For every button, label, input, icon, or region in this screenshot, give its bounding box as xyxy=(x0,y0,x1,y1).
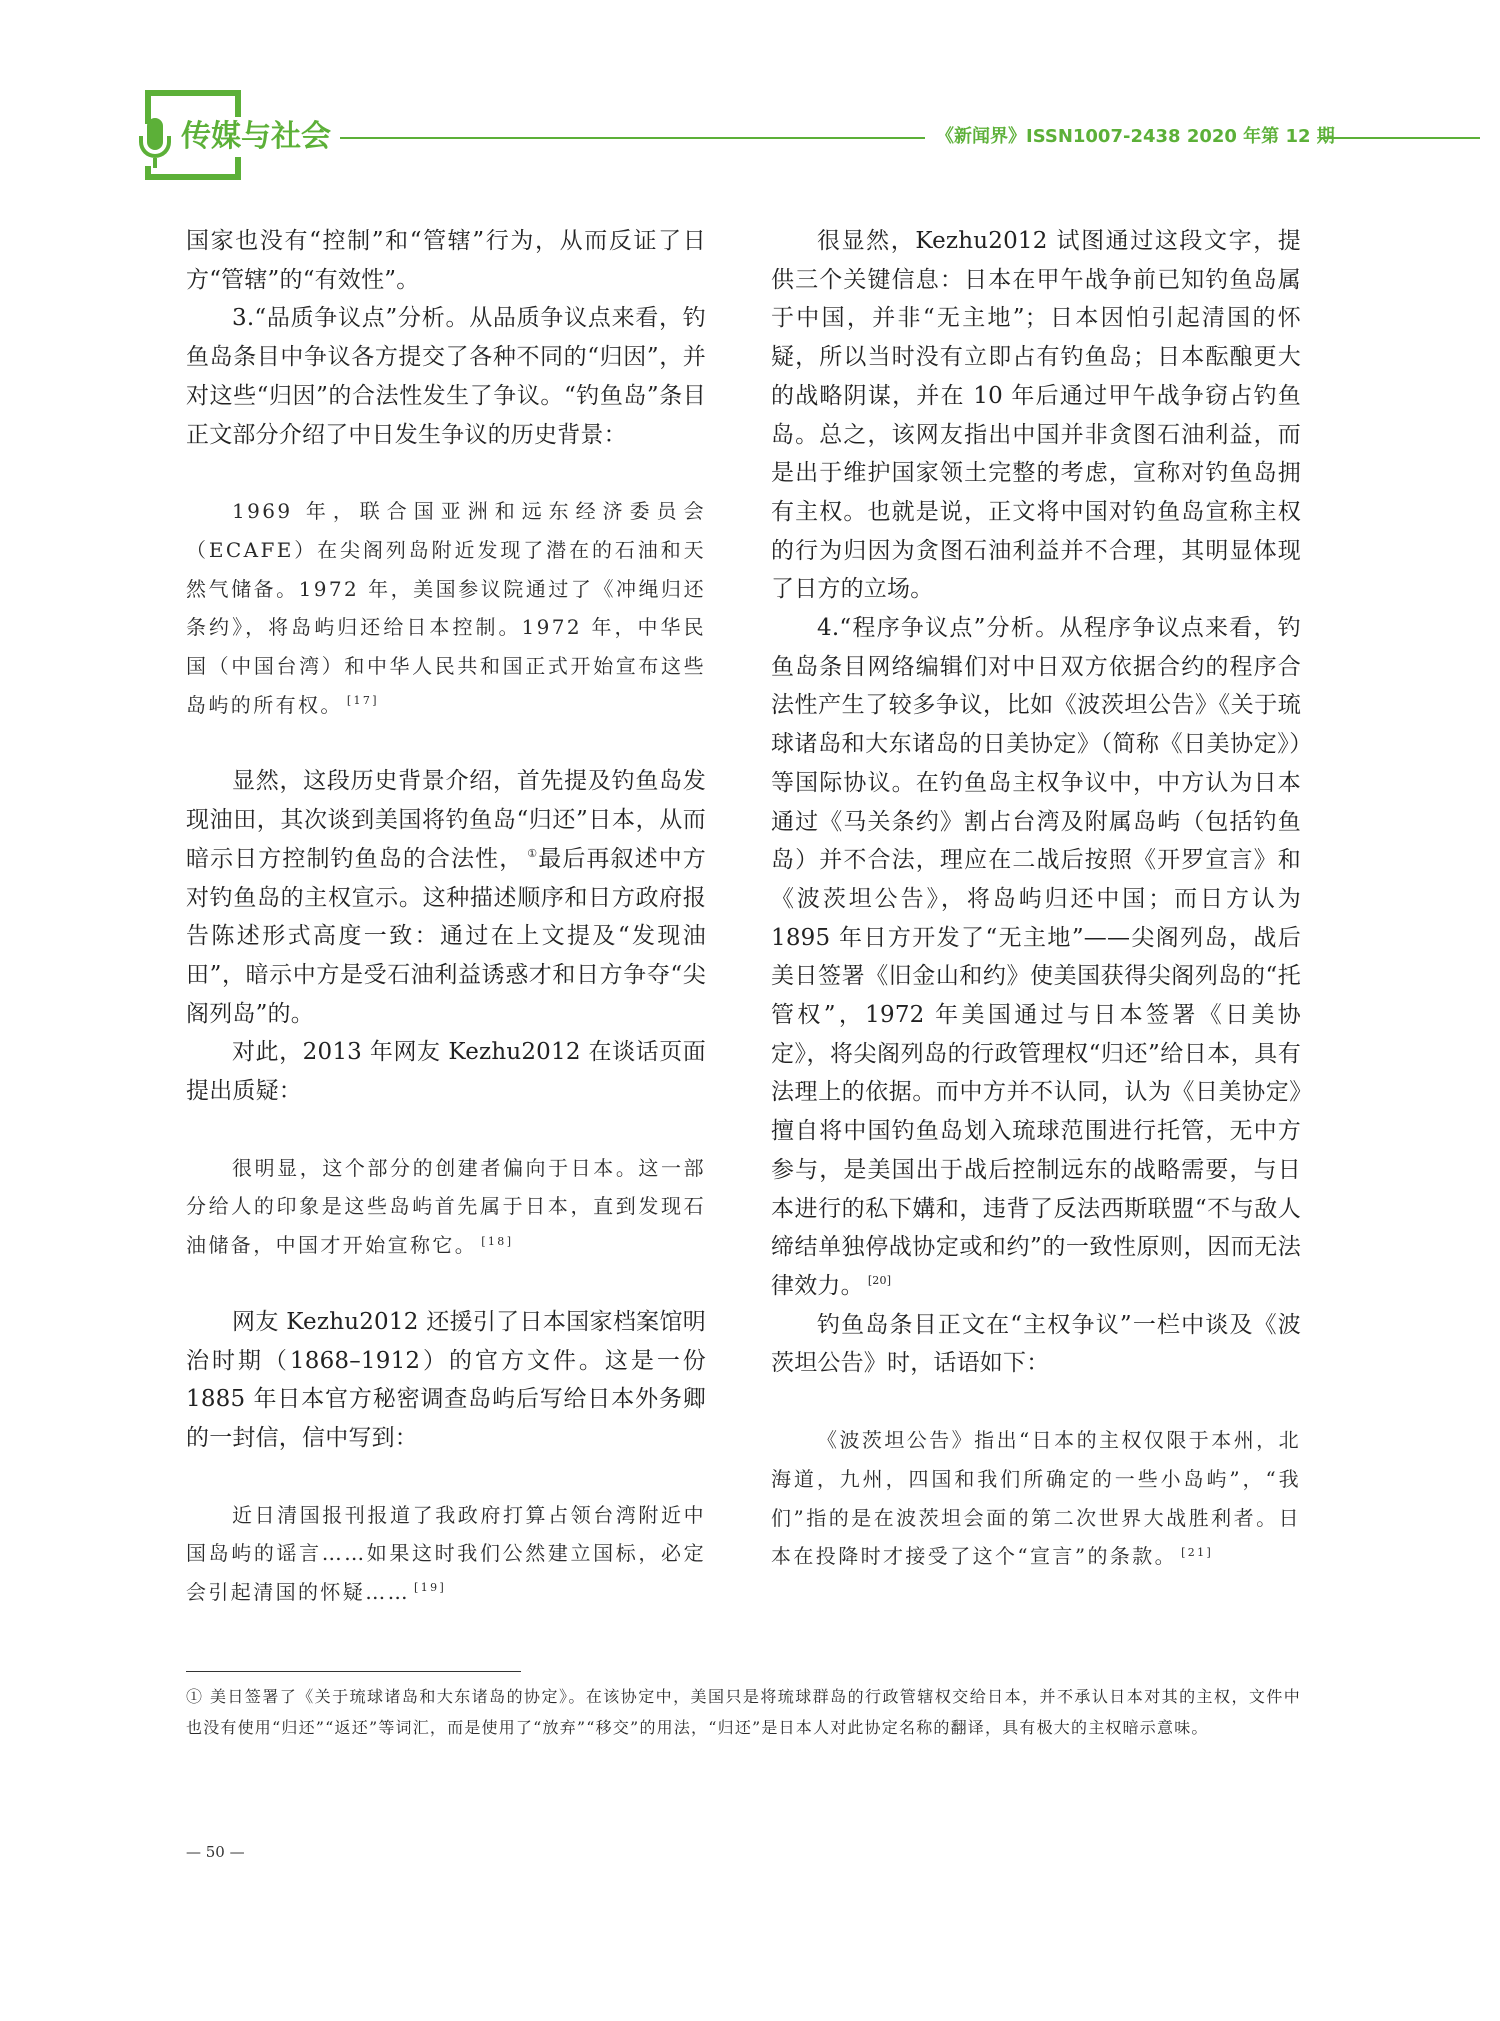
paragraph xyxy=(771,609,1301,1306)
paragraph-text: 显然，这段历史背景介绍，首先提及钓鱼岛发现油田，其次谈到美国将钓鱼岛“归还”日本，从而暗示日方控制钓鱼岛的合法性， xyxy=(186,768,706,872)
citation-ref: [21] xyxy=(1181,1545,1214,1559)
left-column xyxy=(186,222,706,1612)
journal-info: 《新闻界》ISSN1007-2438 2020 年第 12 期 xyxy=(936,126,1335,147)
paragraph: 3.“品质争议点”分析。从品质争议点来看，钓鱼岛条目中争议各方提交了各种不同的“归因”，并对这些“归因”的合法性发生了争议。“钓鱼岛”条目正文部分介绍了中日发生争议的历史背景： xyxy=(186,305,706,448)
block-quote xyxy=(186,492,706,724)
paragraph: 很显然，Kezhu2012 试图通过这段文字，提供三个关键信息：日本在甲午战争前已知钓鱼岛属于中国，并非“无主地”；日本因怕引起清国的怀疑，所以当时没有立即占有钓鱼岛；日本酝酿更大的战略阴谋，并在 10 年后通过甲午战争窃占钓鱼岛。总之，该网友指出中国并非贪图石油利益，而是出于维护国家领土完整的考虑，宣称对钓鱼岛拥有主权。也就是说，正文将中国对钓鱼岛宣称主权的行为归因为贪图石油利益并不合理，其明显体现了日方的立场。 xyxy=(771,228,1301,603)
block-quote xyxy=(186,1149,706,1265)
paragraph xyxy=(186,762,706,1033)
citation-ref: [20] xyxy=(867,1274,892,1288)
quote-text: 《波茨坦公告》指出“日本的主权仅限于本州，北海道，九州，四国和我们所确定的一些小岛屿”，“我们”指的是在波茨坦会面的第二次世界大战胜利者。日本在投降时才接受了这个“宣言”的条款。 xyxy=(771,1428,1301,1569)
page-number: — 50 — xyxy=(186,1843,245,1861)
paragraph: 网友 Kezhu2012 还援引了日本国家档案馆明治时期（1868–1912）的官方文件。这是一份 1885 年日本官方秘密调查岛屿后写给日本外务卿的一封信，信中写到： xyxy=(186,1308,706,1451)
paragraph-text: 最后再叙述中方对钓鱼岛的主权宣示。这种描述顺序和日方政府报告陈述形式高度一致：通过在上文提及“发现油田”，暗示中方是受石油利益诱惑才和日方争夺“尖阁列岛”的。 xyxy=(186,845,706,1027)
paragraph-text: 4.“程序争议点”分析。从程序争议点来看，钓鱼岛条目网络编辑们对中日双方依据合约的程序合法性产生了较多争议，比如《波茨坦公告》《关于琉球诸岛和大东诸岛的日美协定》（简称《日美协定》）等国际协议。在钓鱼岛主权争议中，中方认为日本通过《马关条约》割占台湾及附属岛屿（包括钓鱼岛）并不合法，理应在二战后按照《开罗宣言》和《波茨坦公告》，将岛屿归还中国；而日方认为 1895 年日方开发了“无主地”——尖阁列岛，战后美日签署《旧金山和约》使美国获得尖阁列岛的“托管权”，1972 年美国通过与日本签署《日美协定》，将尖阁列岛的行政管理权“归还”给日本，具有法理上的依据。而中方并不认同，认为《日美协定》擅自将中国钓鱼岛划入琉球范围进行托管，无中方参与，是美国出于战后控制远东的战略需要，与日本进行的私下媾和，违背了反法西斯联盟“不与敌人缔结单独停战协定或和约”的一致性原则，因而无法律效力。 xyxy=(771,615,1301,1299)
spacer xyxy=(771,1383,1301,1421)
right-column xyxy=(771,222,1301,1576)
spacer xyxy=(186,1111,706,1149)
spacer xyxy=(186,454,706,492)
paragraph: 国家也没有“控制”和“管辖”行为，从而反证了日方“管辖”的“有效性”。 xyxy=(186,228,706,293)
spacer xyxy=(186,1265,706,1303)
section-title: 传媒与社会 xyxy=(181,117,337,157)
header-rule-left xyxy=(340,137,925,139)
quote-text: 很明显，这个部分的创建者偏向于日本。这一部分给人的印象是这些岛屿首先属于日本，直到发现石油储备，中国才开始宣称它。 xyxy=(186,1155,706,1258)
microphone-stem-icon xyxy=(153,158,157,168)
block-quote xyxy=(771,1421,1301,1576)
footnote-marker: ① xyxy=(527,847,539,861)
quote-text: 近日清国报刊报道了我政府打算占领台湾附近中国岛屿的谣言……如果这时我们公然建立国标，必定会引起清国的怀疑…… xyxy=(186,1502,706,1605)
quote-text: 1969 年，联合国亚洲和远东经济委员会（ECAFE）在尖阁列岛附近发现了潜在的石油和天然气储备。1972 年，美国参议院通过了《冲绳归还条约》，将岛屿归还给日本控制。1972 年，中华民国（中国台湾）和中华人民共和国正式开始宣布这些岛屿的所有权。 xyxy=(186,499,706,717)
citation-ref: [18] xyxy=(481,1234,514,1248)
header-rule-right xyxy=(1320,137,1480,139)
citation-ref: [19] xyxy=(414,1581,447,1595)
footnote-rule xyxy=(186,1671,521,1672)
citation-ref: [17] xyxy=(346,694,379,708)
spacer xyxy=(186,724,706,762)
spacer xyxy=(186,1458,706,1496)
paragraph: 对此，2013 年网友 Kezhu2012 在谈话页面提出质疑： xyxy=(186,1039,706,1105)
block-quote xyxy=(186,1496,706,1612)
footnote: ① 美日签署了《关于琉球诸岛和大东诸岛的协定》。在该协定中，美国只是将琉球群岛的行政管辖权交给日本，并不承认日本对其的主权，文件中也没有使用“归还”“返还”等词汇，而是使用了“放弃”“移交”的用法，“归还”是日本人对此协定名称的翻译，具有极大的主权暗示意味。 xyxy=(186,1687,1301,1737)
paragraph: 钓鱼岛条目正文在“主权争议”一栏中谈及《波茨坦公告》时，话语如下： xyxy=(771,1311,1301,1377)
